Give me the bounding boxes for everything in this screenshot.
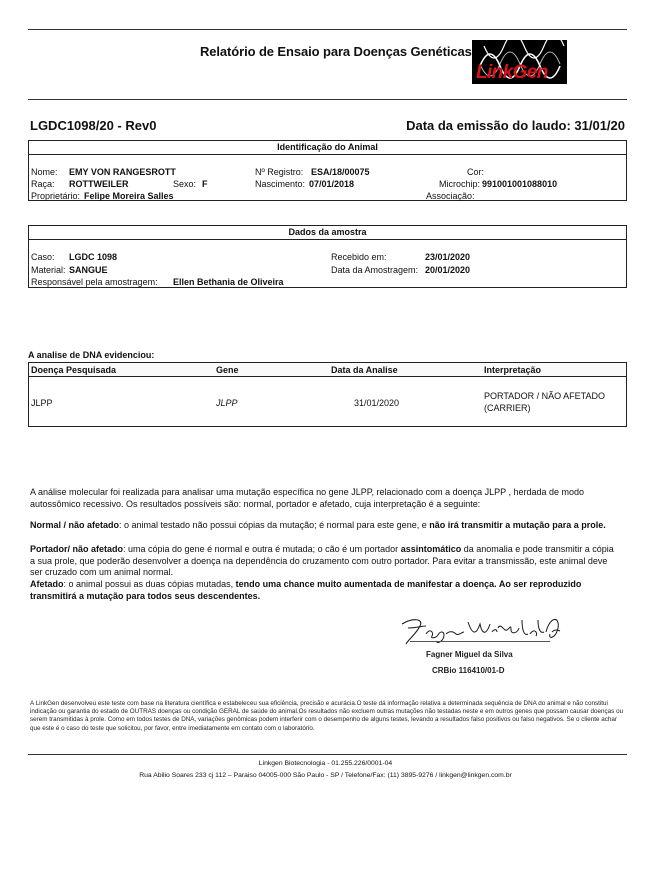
top-rule [28,29,627,30]
normal-text: : o animal testado não possui cópias da mutação; é normal para este gene, e [119,520,430,530]
portador-bold: assintomático [400,544,462,554]
data-amostragem-label: Data da Amostragem: [331,265,419,275]
microchip-value: 991001001088010 [482,179,558,189]
cor-label: Cor: [467,167,485,177]
afetado-label: Afetado [30,579,64,589]
logo-text: LinkGen [476,62,548,83]
caso-value: LGDC 1098 [69,252,118,262]
header-doenca: Doença Pesquisada [31,365,117,375]
afetado-paragraph [30,579,620,602]
nascimento-label: Nascimento: [255,179,306,189]
portador-paragraph [30,544,620,579]
header-data: Data da Analise [331,365,398,375]
animal-section-title: Identificação do Animal [29,141,626,155]
dna-results-table [28,362,627,427]
sexo-label: Sexo: [173,179,197,189]
raca-value: ROTTWEILER [69,179,129,189]
sexo-value: F [202,179,208,189]
header-gene: Gene [216,365,239,375]
normal-bold: não irá transmitir a mutação para a prole. [429,520,606,530]
footer-address: Rua Abilio Soares 233 cj 112 – Paraiso 04005-000 São Paulo - SP / Telefone/Fax: (11) 3895-9276 / linkgen@linkgen.com.br [139,772,512,779]
dna-analysis-title: A analise de DNA evidenciou: [28,350,155,360]
row-gene: JLPP [216,398,238,408]
responsavel-value: Ellen Bethania de Oliveira [173,277,284,287]
responsavel-label: Responsável pela amostragem: [31,277,158,287]
microchip-label: Microchip: [439,179,481,189]
signer-crbio: CRBio 116410/01-D [432,666,505,675]
portador-text-2: da anomalia e pode transmitir a cópia a sua prole, que poderão desenvolver a doença na dependência do cruzamento com outro portador. Para evitar a transmissão, este animal deve ser cruzado com um animal normal. [30,544,614,577]
nome-label: Nome: [31,167,58,177]
header-rule [28,99,627,100]
table-header-row [29,363,626,377]
material-value: SANGUE [69,265,108,275]
animal-identification-box [28,140,627,201]
issue-date: Data da emissão do laudo: 31/01/20 [406,118,625,133]
signer-name: Fagner Miguel da Silva [426,650,513,659]
row-data: 31/01/2020 [354,398,400,408]
footer-rule [28,754,627,755]
document-title: Relatório de Ensaio para Doenças Genéticas [200,44,472,59]
afetado-bold: tendo uma chance muito aumentada de manifestar a doença. Ao ser reproduzido transmitirá a mutação para todos seus descendentes. [30,579,582,601]
normal-label: Normal / não afetado [30,520,120,530]
caso-label: Caso: [31,252,55,262]
registro-label: Nº Registro: [255,167,304,177]
portador-text-1: : uma cópia do gene é normal e outra é mutada; o cão é um portador [123,544,401,554]
linkgen-logo [472,40,567,84]
normal-paragraph [30,520,620,532]
recebido-value: 23/01/2020 [425,252,471,262]
handwritten-signature [398,614,568,648]
sample-section-title: Dados da amostra [29,226,626,240]
associacao-label: Associação: [426,191,475,201]
recebido-label: Recebido em: [331,252,387,262]
animal-name: EMY VON RANGESROTT [69,167,176,177]
intro-paragraph: A análise molecular foi realizada para analisar uma mutação específica no gene JLPP, relacionado com a doença JLPP , herdada de modo autossômico recessivo. Os resultados possíveis são: normal, portador e afetado, cuja interpretação é a seguinte: [30,487,585,509]
footer-company: Linkgen Biotecnologia - 01.255.226/0001-04 [258,760,393,767]
row-interpretacao-2: (CARRIER) [484,403,531,413]
data-amostragem-value: 20/01/2020 [425,265,471,275]
nascimento-value: 07/01/2018 [309,179,355,189]
portador-label: Portador/ não afetado [30,544,124,554]
proprietario-value: Felipe Moreira Salles [84,191,174,201]
material-label: Material: [31,265,66,275]
sample-data-box [28,225,627,288]
proprietario-label: Proprietário: [31,191,81,201]
header-interpretacao: Interpretação [484,365,542,375]
disclaimer-text: A LinkGen desenvolveu este teste com base na literatura científica e estabeleceu sua eficiência, precisão e acurácia.O teste dá informação relativa a determinada sequência de DNA do animal e não constitui indicação ou garantia do estado de OUTRAS doenças ou condição GERAL de saúde do animal.Os resultados não excluem outras mutações não testadas neste e em outros genes que possam causar doenças ou serem transmitidas à prole. Como em todos testes de DNA, variações genômicas podem interferir com o desempenho de alguns testes, levando a resultados falso positivos ou falso negativos. Se o cliente achar que este é o caso do teste que solicitou, por favor, entre imediatamente em contato com o laboratório. [30,700,624,732]
row-doenca: JLPP [31,398,53,408]
signature-line [410,641,550,642]
afetado-text: : o animal possui as duas cópias mutadas, [63,579,236,589]
raca-label: Raça: [31,179,55,189]
report-id: LGDC1098/20 - Rev0 [30,118,157,133]
row-interpretacao-1: PORTADOR / NÃO AFETADO [484,391,606,401]
registro-value: ESA/18/00075 [311,167,370,177]
